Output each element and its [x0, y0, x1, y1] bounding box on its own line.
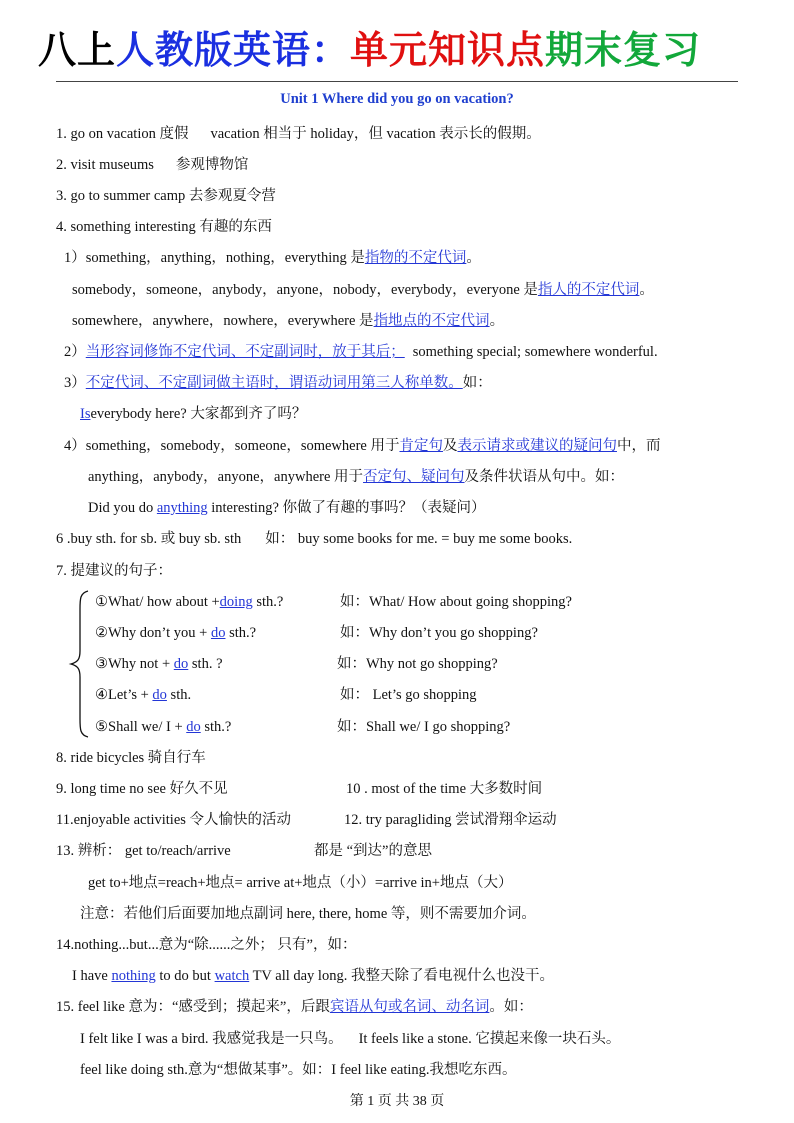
- text: 3）: [64, 375, 86, 391]
- highlight-text: do: [173, 656, 189, 672]
- text: sth.?: [200, 719, 232, 735]
- text: 。: [466, 250, 481, 266]
- banner-part-2: 人教版英语：: [116, 28, 351, 72]
- suggestion-1-example: 如：What/ How about going shopping?: [340, 594, 572, 610]
- suggestion-3-example: 如：Why not go shopping?: [337, 656, 498, 672]
- item-4-rule-1-people: [72, 280, 654, 300]
- text: sth.?: [252, 594, 284, 610]
- text: 如： buy some books for me. = buy me some books.: [265, 531, 573, 547]
- item-4: 4. something interesting 有趣的东西: [56, 219, 272, 235]
- highlight-text: 表示请求或建议的疑问句: [457, 438, 617, 454]
- text: ①What/ how about +: [95, 594, 220, 610]
- text: It feels like a stone. 它摸起来像一块石头。: [358, 1031, 621, 1047]
- item-15-example: [80, 1029, 620, 1049]
- item-14-example: [72, 966, 554, 986]
- banner-part-1: 八上: [38, 28, 117, 72]
- item-4-rule-4: [64, 436, 660, 456]
- text: 。: [639, 282, 654, 298]
- banner-part-3: 单元知识点: [350, 28, 546, 72]
- text: ⑤Shall we/ I +: [95, 719, 187, 735]
- text: 。: [489, 313, 505, 329]
- item-2: [56, 155, 248, 175]
- page-banner: [38, 22, 758, 78]
- item-11: 11.enjoyable activities 令人愉快的活动: [56, 812, 292, 828]
- suggestion-4-example: 如： Let’s go shopping: [340, 687, 477, 703]
- text: I have: [72, 968, 112, 984]
- text: to do but: [155, 968, 215, 984]
- item-4-rule-3: [64, 373, 492, 393]
- text: 6 .buy sth. for sb. 或 buy sb. sth: [56, 531, 242, 547]
- item-4-rule-4-example: [88, 498, 486, 518]
- text: something special; somewhere wonderful.: [412, 344, 658, 360]
- text: 及: [442, 438, 458, 454]
- item-14: 14.nothing...but...意为“除......之外； 只有”，如：: [56, 937, 357, 953]
- item-2-term: 2. visit museums: [56, 157, 154, 173]
- page-footer: 第 1 页 共 38 页: [349, 1094, 445, 1109]
- text: 及条件状语从句中。如：: [464, 469, 625, 485]
- suggestion-4: [95, 685, 191, 705]
- text: somebody，someone，anybody，anyone，nobody，everybody，everyone 是: [72, 282, 538, 298]
- item-1-note: vacation 相当于 holiday，但 vacation 表示长的假期。: [210, 126, 541, 142]
- text: everybody here? 大家都到齐了吗？: [90, 406, 307, 422]
- text: 15. feel like 意为：“感受到；摸起来”，后跟: [56, 999, 330, 1015]
- item-12: 12. try paragliding 尝试滑翔伞运动: [344, 812, 557, 828]
- item-4-rule-1: [64, 248, 481, 268]
- text: sth.: [166, 687, 192, 703]
- item-15-example-2: feel like doing sth.意为“想做某事”。如：I feel like eating.我想吃东西。: [80, 1062, 517, 1078]
- highlight-text: anything: [156, 500, 208, 516]
- highlight-text: 指人的不定代词: [537, 282, 640, 298]
- text: somewhere，anywhere，nowhere，everywhere 是: [72, 313, 374, 329]
- text: ③Why not +: [95, 656, 174, 672]
- item-15: [56, 997, 533, 1017]
- item-1: [56, 124, 541, 144]
- text: TV all day long. 我整天除了看电视什么也没干。: [249, 968, 554, 984]
- item-13: 13. 辨析： get to/reach/arrive: [56, 843, 231, 859]
- text: ②Why don’t you +: [95, 625, 211, 641]
- text: sth. ?: [188, 656, 223, 672]
- highlight-text: 肯定句: [399, 438, 443, 454]
- item-4-rule-4-cont: [88, 467, 624, 487]
- item-4-rule-3-example: [80, 404, 306, 424]
- text: 中，而: [616, 438, 661, 454]
- item-7: 7. 提建议的句子：: [56, 563, 172, 579]
- text: 。如：: [489, 999, 533, 1015]
- text: Did you do: [88, 500, 157, 516]
- suggestion-2: [95, 623, 256, 643]
- item-10: 10 . most of the time 大多数时间: [346, 781, 543, 797]
- item-1-term: 1. go on vacation 度假: [56, 126, 189, 142]
- highlight-text: 指地点的不定代词: [373, 313, 490, 329]
- text: I felt like I was a bird. 我感觉我是一只鸟。: [80, 1031, 343, 1047]
- text: anything，anybody，anyone，anywhere 用于: [88, 469, 364, 485]
- highlight-text: 不定代词、不定副词做主语时，谓语动词用第三人称单数。: [85, 375, 463, 391]
- suggestion-5: [95, 717, 231, 737]
- text: interesting? 你做了有趣的事吗？（表疑问）: [207, 500, 486, 516]
- highlight-text: do: [210, 625, 226, 641]
- suggestion-3: [95, 654, 223, 674]
- banner-part-4: 期末复习: [545, 28, 702, 72]
- item-13-meaning: 都是 “到达”的意思: [314, 843, 432, 859]
- highlight-text: do: [186, 719, 201, 735]
- text: sth.?: [225, 625, 257, 641]
- brace-icon: [68, 589, 90, 739]
- highlight-text: do: [152, 687, 167, 703]
- item-13-note: 注意：若他们后面要加地点副词 here, there, home 等，则不需要加介词。: [80, 906, 536, 922]
- text: 如：: [462, 375, 492, 391]
- text: 2）: [64, 344, 86, 360]
- highlight-text: nothing: [111, 968, 156, 984]
- highlight-text: doing: [219, 594, 253, 610]
- item-13-formula: get to+地点=reach+地点= arrive at+地点（小）=arrive in+地点（大）: [88, 875, 513, 891]
- item-9: 9. long time no see 好久不见: [56, 781, 228, 797]
- highlight-text: 否定句、疑问句: [363, 469, 465, 485]
- divider: [56, 81, 738, 82]
- item-3: 3. go to summer camp 去参观夏令营: [56, 188, 276, 204]
- suggestion-2-example: 如：Why don’t you go shopping?: [340, 625, 538, 641]
- highlight-text: 当形容词修饰不定代词、不定副词时，放于其后；: [85, 344, 405, 360]
- item-8: 8. ride bicycles 骑自行车: [56, 750, 206, 766]
- item-4-rule-1-places: [72, 311, 504, 331]
- suggestion-1: [95, 592, 283, 612]
- highlight-text: 指物的不定代词: [364, 250, 467, 266]
- highlight-text: Is: [80, 406, 91, 422]
- unit-title: Unit 1 Where did you go on vacation?: [280, 91, 514, 107]
- text: ④Let’s +: [95, 687, 153, 703]
- item-6: [56, 529, 572, 549]
- item-2-note: 参观博物馆: [175, 157, 249, 173]
- text: 1）something，anything，nothing，everything 是: [64, 250, 365, 266]
- suggestion-5-example: 如：Shall we/ I go shopping?: [337, 719, 511, 735]
- text: 4）something，somebody，someone，somewhere 用于: [64, 438, 400, 454]
- highlight-text: watch: [214, 968, 250, 984]
- highlight-text: 宾语从句或名词、动名词: [329, 999, 490, 1015]
- item-4-rule-2: [64, 342, 658, 362]
